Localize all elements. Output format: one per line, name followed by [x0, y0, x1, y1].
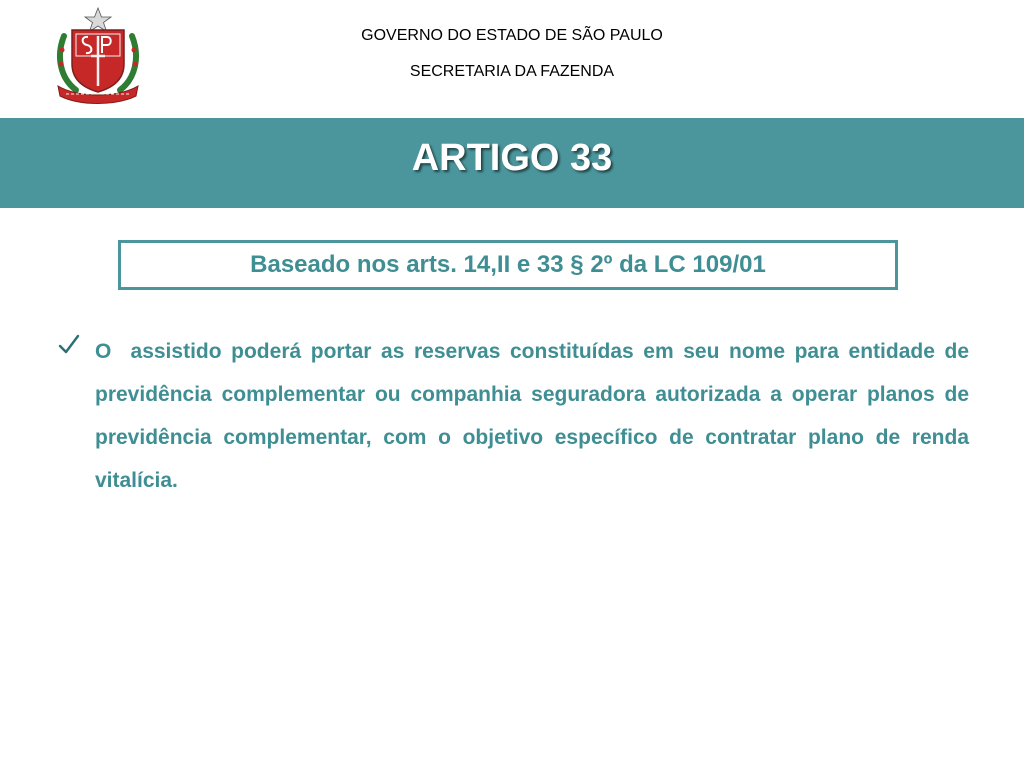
- checkmark-icon: [58, 334, 80, 356]
- legal-reference-text: Baseado nos arts. 14,II e 33 § 2º da LC 109/01: [250, 251, 766, 278]
- legal-reference-box: [118, 240, 898, 290]
- slide-title: ARTIGO 33: [411, 137, 613, 179]
- coat-of-arms-icon: [52, 6, 144, 104]
- bullet-paragraph: O assistido poderá portar as reservas constituídas em seu nome para entidade de previdência complementar ou companhia seguradora autorizada a operar planos de previdência complementar, com o objetivo específico de contratar plano de renda vitalícia.: [95, 340, 969, 492]
- government-title: GOVERNO DO ESTADO DE SÃO PAULO: [361, 27, 663, 44]
- secretariat-title: SECRETARIA DA FAZENDA: [409, 63, 615, 80]
